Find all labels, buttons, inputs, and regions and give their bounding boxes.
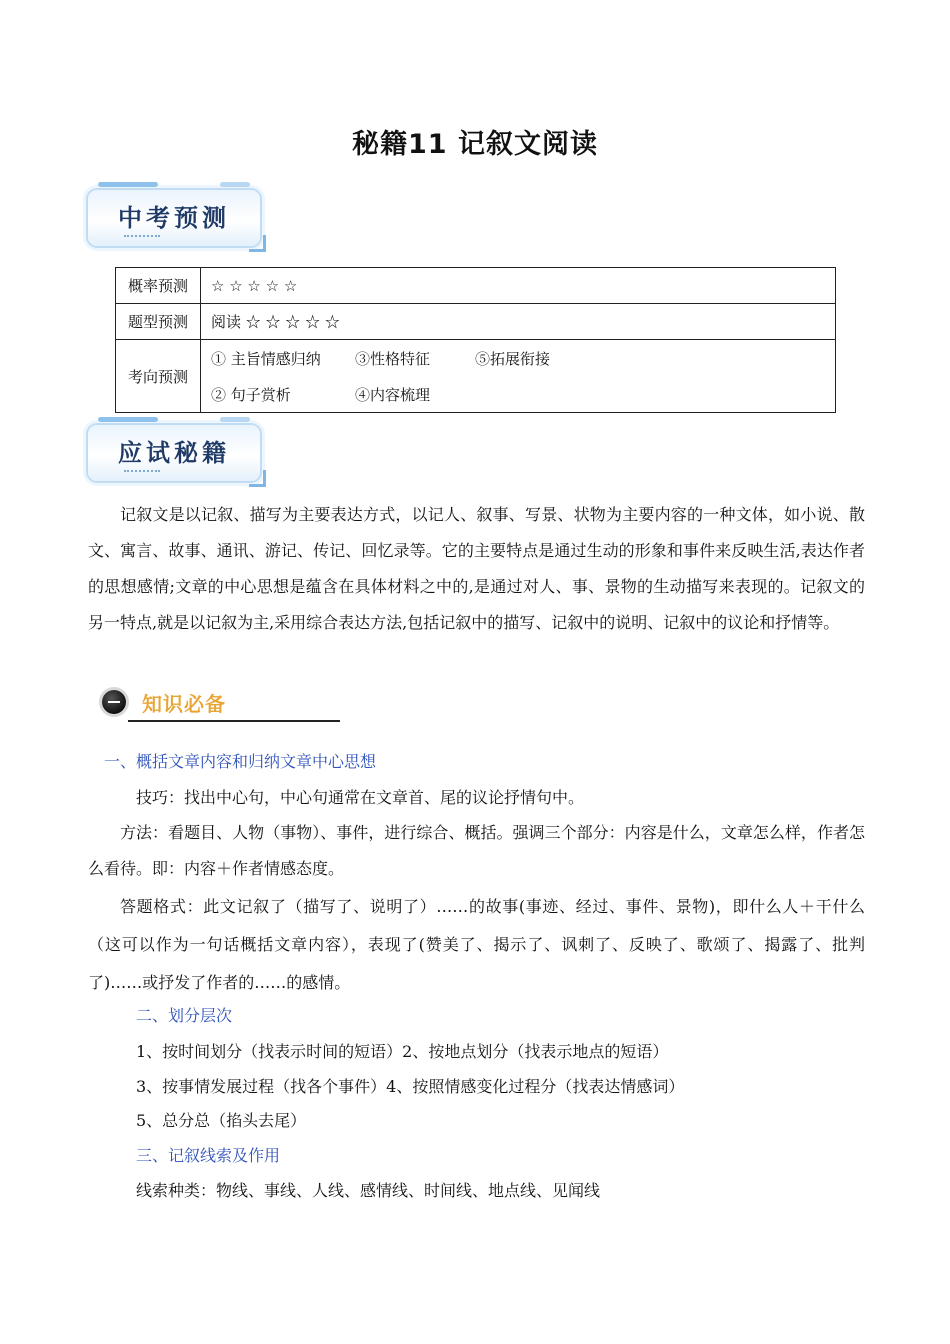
table-cell-value: ☆ ☆ ☆ ☆ ☆ [201, 268, 836, 304]
layers-line: 5、总分总（掐头去尾） [136, 1111, 307, 1130]
page-title: 秘籍11 记叙文阅读 [352, 129, 598, 160]
table-cell-label: 题型预测 [116, 304, 201, 340]
heading-layers: 二、划分层次 [136, 1006, 233, 1025]
table-cell-label: 考向预测 [116, 340, 201, 413]
kaoxiang-item: ⑤拓展衔接 [475, 349, 551, 368]
table-cell-value: 阅读 ☆ ☆ ☆ ☆ ☆ [201, 304, 836, 340]
section-knowledge-label: 知识必备 [142, 692, 226, 716]
banner-exam-tips [88, 425, 260, 481]
banner-exam-prediction-label: 中考预测 [118, 204, 230, 232]
heading-summarize: 一、概括文章内容和归纳文章中心思想 [104, 752, 377, 771]
table-row [116, 268, 836, 304]
kaoxiang-item: ③性格特征 [355, 349, 431, 368]
kaoxiang-item: ④内容梳理 [355, 385, 431, 404]
table-cell-label: 概率预测 [116, 268, 201, 304]
minus-circle-icon [102, 690, 126, 714]
table-row [116, 304, 836, 340]
prediction-table [115, 267, 836, 413]
heading-clues: 三、记叙线索及作用 [136, 1146, 281, 1165]
kaoxiang-item: ② 句子赏析 [211, 385, 291, 404]
kaoxiang-item: ① 主旨情感归纳 [211, 349, 321, 368]
table-row [116, 340, 836, 413]
format-paragraph: 答题格式：此文记叙了（描写了、说明了）……的故事(事迹、经过、事件、景物)，即什么人＋干什么（这可以作为一句话概括文章内容），表现了(赞美了、揭示了、讽刺了、反映了、歌颂了、揭露了、批判了)……或抒发了作者的……的感情。 [88, 897, 865, 992]
intro-paragraph: 记叙文是以记叙、描写为主要表达方式，以记人、叙事、写景、状物为主要内容的一种文体，如小说、散文、寓言、故事、通讯、游记、传记、回忆录等。它的主要特点是通过生动的形象和事件来反映生活,表达作者的思想感情;文章的中心思想是蕴含在具体材料之中的,是通过对人、事、景物的生动描写来表现的。记叙文的另一特点,就是以记叙为主,采用综合表达方法,包括记叙中的描写、记叙中的说明、记叙中的议论和抒情等。 [88, 505, 865, 632]
section-knowledge-header [100, 686, 240, 722]
clues-line: 线索种类：物线、事线、人线、感情线、时间线、地点线、见闻线 [136, 1181, 601, 1200]
layers-line: 1、按时间划分（找表示时间的短语）2、按地点划分（找表示地点的短语） [136, 1042, 669, 1061]
banner-exam-prediction [88, 190, 260, 246]
tip-text: 技巧：找出中心句，中心句通常在文章首、尾的议论抒情句中。 [136, 788, 585, 807]
layers-line: 3、按事情发展过程（找各个事件）4、按照情感变化过程分（找表达情感词） [136, 1077, 685, 1096]
banner-exam-tips-label: 应试秘籍 [118, 439, 230, 467]
method-paragraph: 方法：看题目、人物（事物）、事件，进行综合、概括。强调三个部分：内容是什么，文章怎么样，作者怎么看待。即：内容＋作者情感态度。 [88, 823, 865, 878]
table-cell-value [201, 340, 836, 413]
